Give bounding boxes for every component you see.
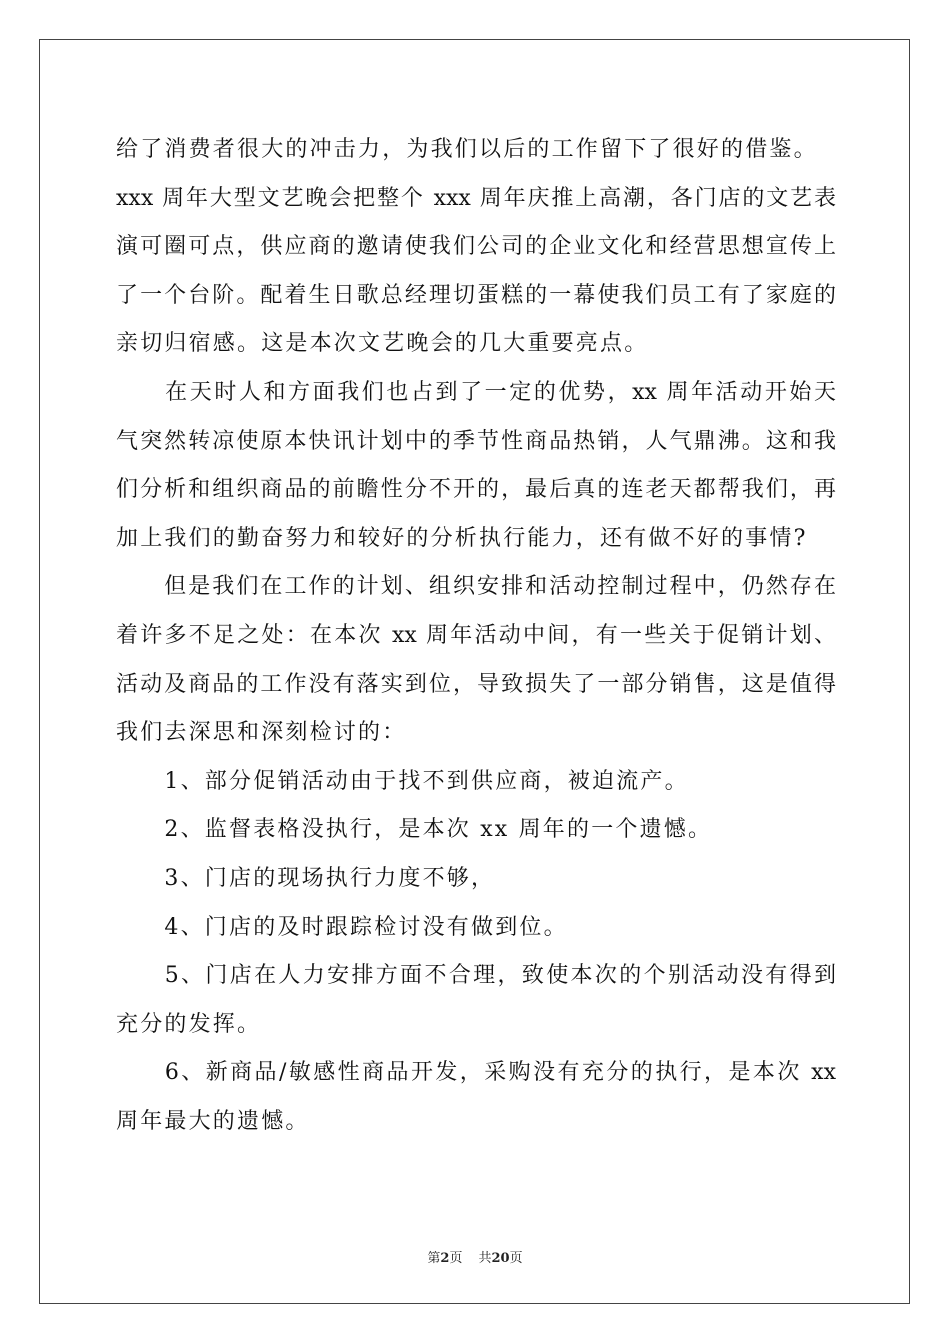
page-number: 2 — [440, 1251, 450, 1266]
text-line: 3、门店的现场执行力度不够， — [116, 865, 496, 891]
text-line: 气突然转凉使原本快讯计划中的季节性商品热销，人气鼎沸。这和我 — [116, 428, 836, 454]
document-body — [116, 126, 836, 1146]
total-pages: 20 — [491, 1251, 510, 1266]
text-line: 亲切归宿感。这是本次文艺晚会的几大重要亮点。 — [116, 331, 649, 357]
text-line: 2、监督表格没执行，是本次 xx 周年的一个遗憾。 — [116, 817, 713, 843]
total-suffix: 页 — [509, 1251, 523, 1266]
text-line: 给了消费者很大的冲击力，为我们以后的工作留下了很好的借鉴。 — [116, 137, 818, 162]
text-line: 在天时人和方面我们也占到了一定的优势，xx 周年活动开始天 — [116, 379, 836, 405]
text-line: xxx 周年大型文艺晚会把整个 xxx 周年庆推上高潮，各门店的文艺表 — [116, 185, 836, 211]
text-line: 周年最大的遗憾。 — [116, 1108, 310, 1134]
text-line: 4、门店的及时跟踪检讨没有做到位。 — [116, 914, 568, 940]
text-line: 1、部分促销活动由于找不到供应商，被迫流产。 — [116, 768, 689, 794]
page-footer — [0, 1247, 950, 1266]
text-line: 演可圈可点，供应商的邀请使我们公司的企业文化和经营思想宣传上 — [116, 234, 836, 260]
text-line: 但是我们在工作的计划、组织安排和活动控制过程中，仍然存在 — [116, 574, 836, 600]
text-line: 6、新商品/敏感性商品开发，采购没有充分的执行，是本次 xx — [116, 1060, 836, 1086]
page-suffix: 页 — [449, 1251, 463, 1266]
text-line: 们分析和组织商品的前瞻性分不开的，最后真的连老天都帮我们，再 — [116, 477, 836, 503]
text-line: 着许多不足之处：在本次 xx 周年活动中间，有一些关于促销计划、 — [116, 622, 836, 648]
text-line: 了一个台阶。配着生日歌总经理切蛋糕的一幕使我们员工有了家庭的 — [116, 282, 836, 308]
text-line: 5、门店在人力安排方面不合理，致使本次的个别活动没有得到 — [116, 963, 836, 989]
text-line: 活动及商品的工作没有落实到位，导致损失了一部分销售，这是值得 — [116, 671, 836, 697]
text-line: 我们去深思和深刻检讨的： — [116, 720, 407, 746]
text-line: 充分的发挥。 — [116, 1011, 262, 1037]
page-prefix: 第 — [427, 1251, 441, 1266]
total-prefix: 共 — [478, 1251, 492, 1266]
text-line: 加上我们的勤奋努力和较好的分析执行能力，还有做不好的事情? — [116, 525, 808, 551]
